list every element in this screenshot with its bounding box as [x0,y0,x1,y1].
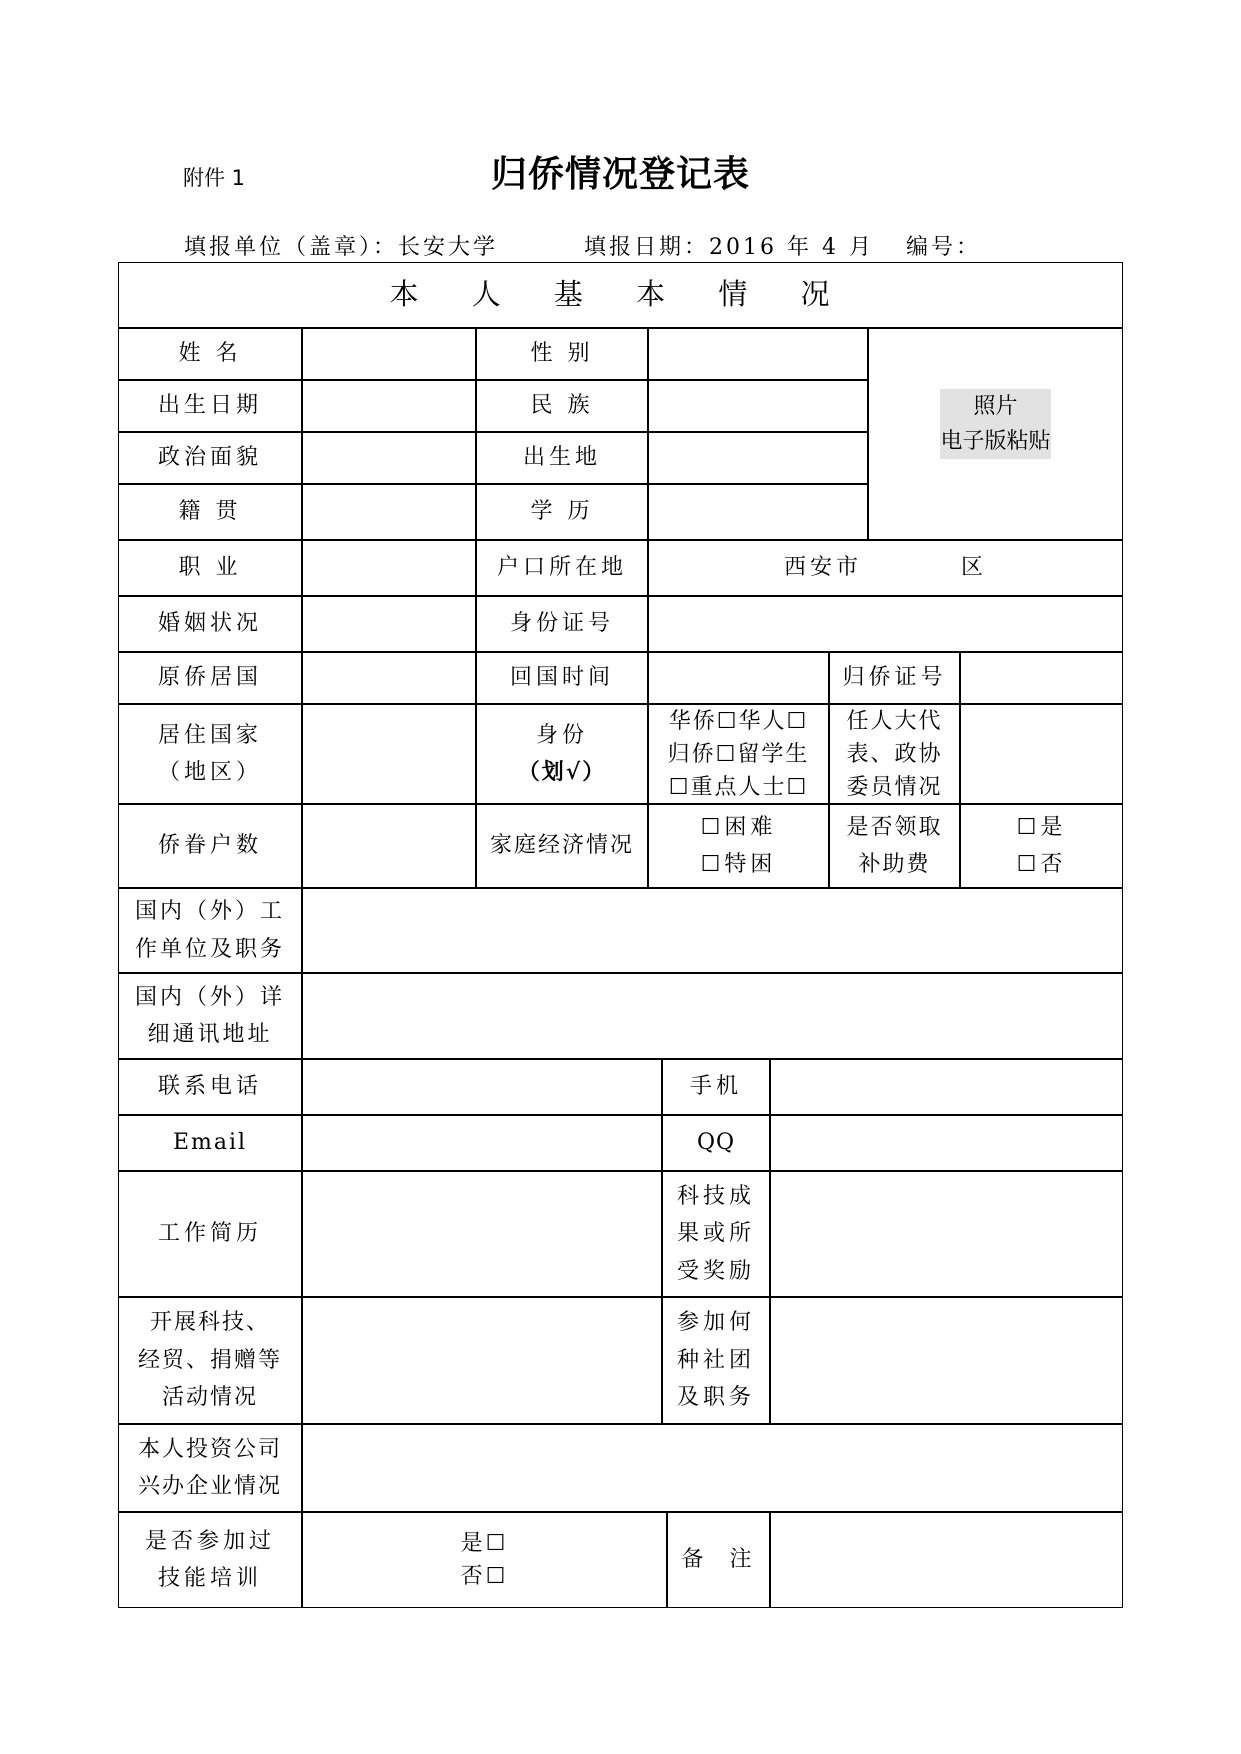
return-time-label: 回国时间 [476,652,648,704]
hukou-label: 户口所在地 [476,540,648,596]
achievements-field[interactable] [770,1171,1123,1297]
reporting-unit: 填报单位（盖章）：长安大学 [184,235,499,260]
page-title: 归侨情况登记表 [490,154,750,195]
id-number-field[interactable] [648,596,1123,652]
native-place-field[interactable] [302,484,476,540]
gender-label: 性 别 [476,328,648,380]
subsidy-options[interactable]: ☐是 ☐否 [960,804,1123,888]
residence-country-field[interactable] [302,704,476,804]
family-economy-label: 家庭经济情况 [476,804,648,888]
associations-label: 参加何 种社团 及职务 [662,1297,770,1424]
birthplace-field[interactable] [648,432,868,484]
resume-field[interactable] [302,1171,662,1297]
mobile-field[interactable] [770,1059,1123,1115]
hukou-field[interactable]: 西安市 区 [648,540,1123,596]
associations-field[interactable] [770,1297,1123,1424]
investment-field[interactable] [302,1424,1123,1512]
achievements-label: 科技成 果或所 受奖励 [662,1171,770,1297]
original-country-label: 原侨居国 [118,652,302,704]
qq-label: QQ [662,1115,770,1171]
training-options[interactable]: 是☐ 否☐ [302,1512,667,1608]
education-label: 学 历 [476,484,648,540]
political-status-label: 政治面貌 [118,432,302,484]
education-field[interactable] [648,484,868,540]
gender-field[interactable] [648,328,868,380]
household-count-label: 侨眷户数 [118,804,302,888]
native-place-label: 籍 贯 [118,484,302,540]
phone-field[interactable] [302,1059,662,1115]
phone-label: 联系电话 [118,1059,302,1115]
occupation-label: 职 业 [118,540,302,596]
identity-options[interactable]: 华侨☐华人☐ 归侨☐留学生 ☐重点人士☐ [648,704,829,804]
attachment-label: 附件 1 [183,166,246,190]
remarks-label: 备 注 [667,1512,770,1608]
economy-options[interactable]: ☐困难 ☐特困 [648,804,829,888]
returnee-cert-label: 归侨证号 [829,652,960,704]
section-title: 本 人 基 本 情 况 [118,262,1123,328]
return-time-field[interactable] [648,652,829,704]
address-field[interactable] [302,973,1123,1059]
npc-cppcc-label: 任人大代 表、政协 委员情况 [829,704,960,804]
returnee-cert-field[interactable] [960,652,1123,704]
birthplace-label: 出生地 [476,432,648,484]
ethnicity-label: 民 族 [476,380,648,432]
identity-label: 身份 （划√） [476,704,648,804]
mobile-label: 手机 [662,1059,770,1115]
ethnicity-field[interactable] [648,380,868,432]
original-country-field[interactable] [302,652,476,704]
activities-label: 开展科技、 经贸、捐赠等 活动情况 [118,1297,302,1424]
reporting-date: 填报日期：2016 年 4 月 [584,235,874,260]
political-status-field[interactable] [302,432,476,484]
resume-label: 工作简历 [118,1171,302,1297]
name-label: 姓 名 [118,328,302,380]
marital-status-field[interactable] [302,596,476,652]
photo-placeholder: 照片 电子版粘贴 [940,389,1050,459]
qq-field[interactable] [770,1115,1123,1171]
npc-cppcc-field[interactable] [960,704,1123,804]
training-label: 是否参加过 技能培训 [118,1512,302,1608]
email-field[interactable] [302,1115,662,1171]
occupation-field[interactable] [302,540,476,596]
remarks-field[interactable] [770,1512,1123,1608]
marital-status-label: 婚姻状况 [118,596,302,652]
id-number-label: 身份证号 [476,596,648,652]
work-unit-label: 国内（外）工 作单位及职务 [118,888,302,973]
email-label: Email [118,1115,302,1171]
name-field[interactable] [302,328,476,380]
birth-date-label: 出生日期 [118,380,302,432]
residence-country-label: 居住国家 （地区） [118,704,302,804]
address-label: 国内（外）详 细通讯地址 [118,973,302,1059]
form-number: 编号： [906,235,982,260]
subsidy-label: 是否领取 补助费 [829,804,960,888]
household-count-field[interactable] [302,804,476,888]
investment-label: 本人投资公司 兴办企业情况 [118,1424,302,1512]
birth-date-field[interactable] [302,380,476,432]
photo-box[interactable] [868,328,1123,540]
registration-form [118,262,1123,1608]
activities-field[interactable] [302,1297,662,1424]
work-unit-field[interactable] [302,888,1123,973]
